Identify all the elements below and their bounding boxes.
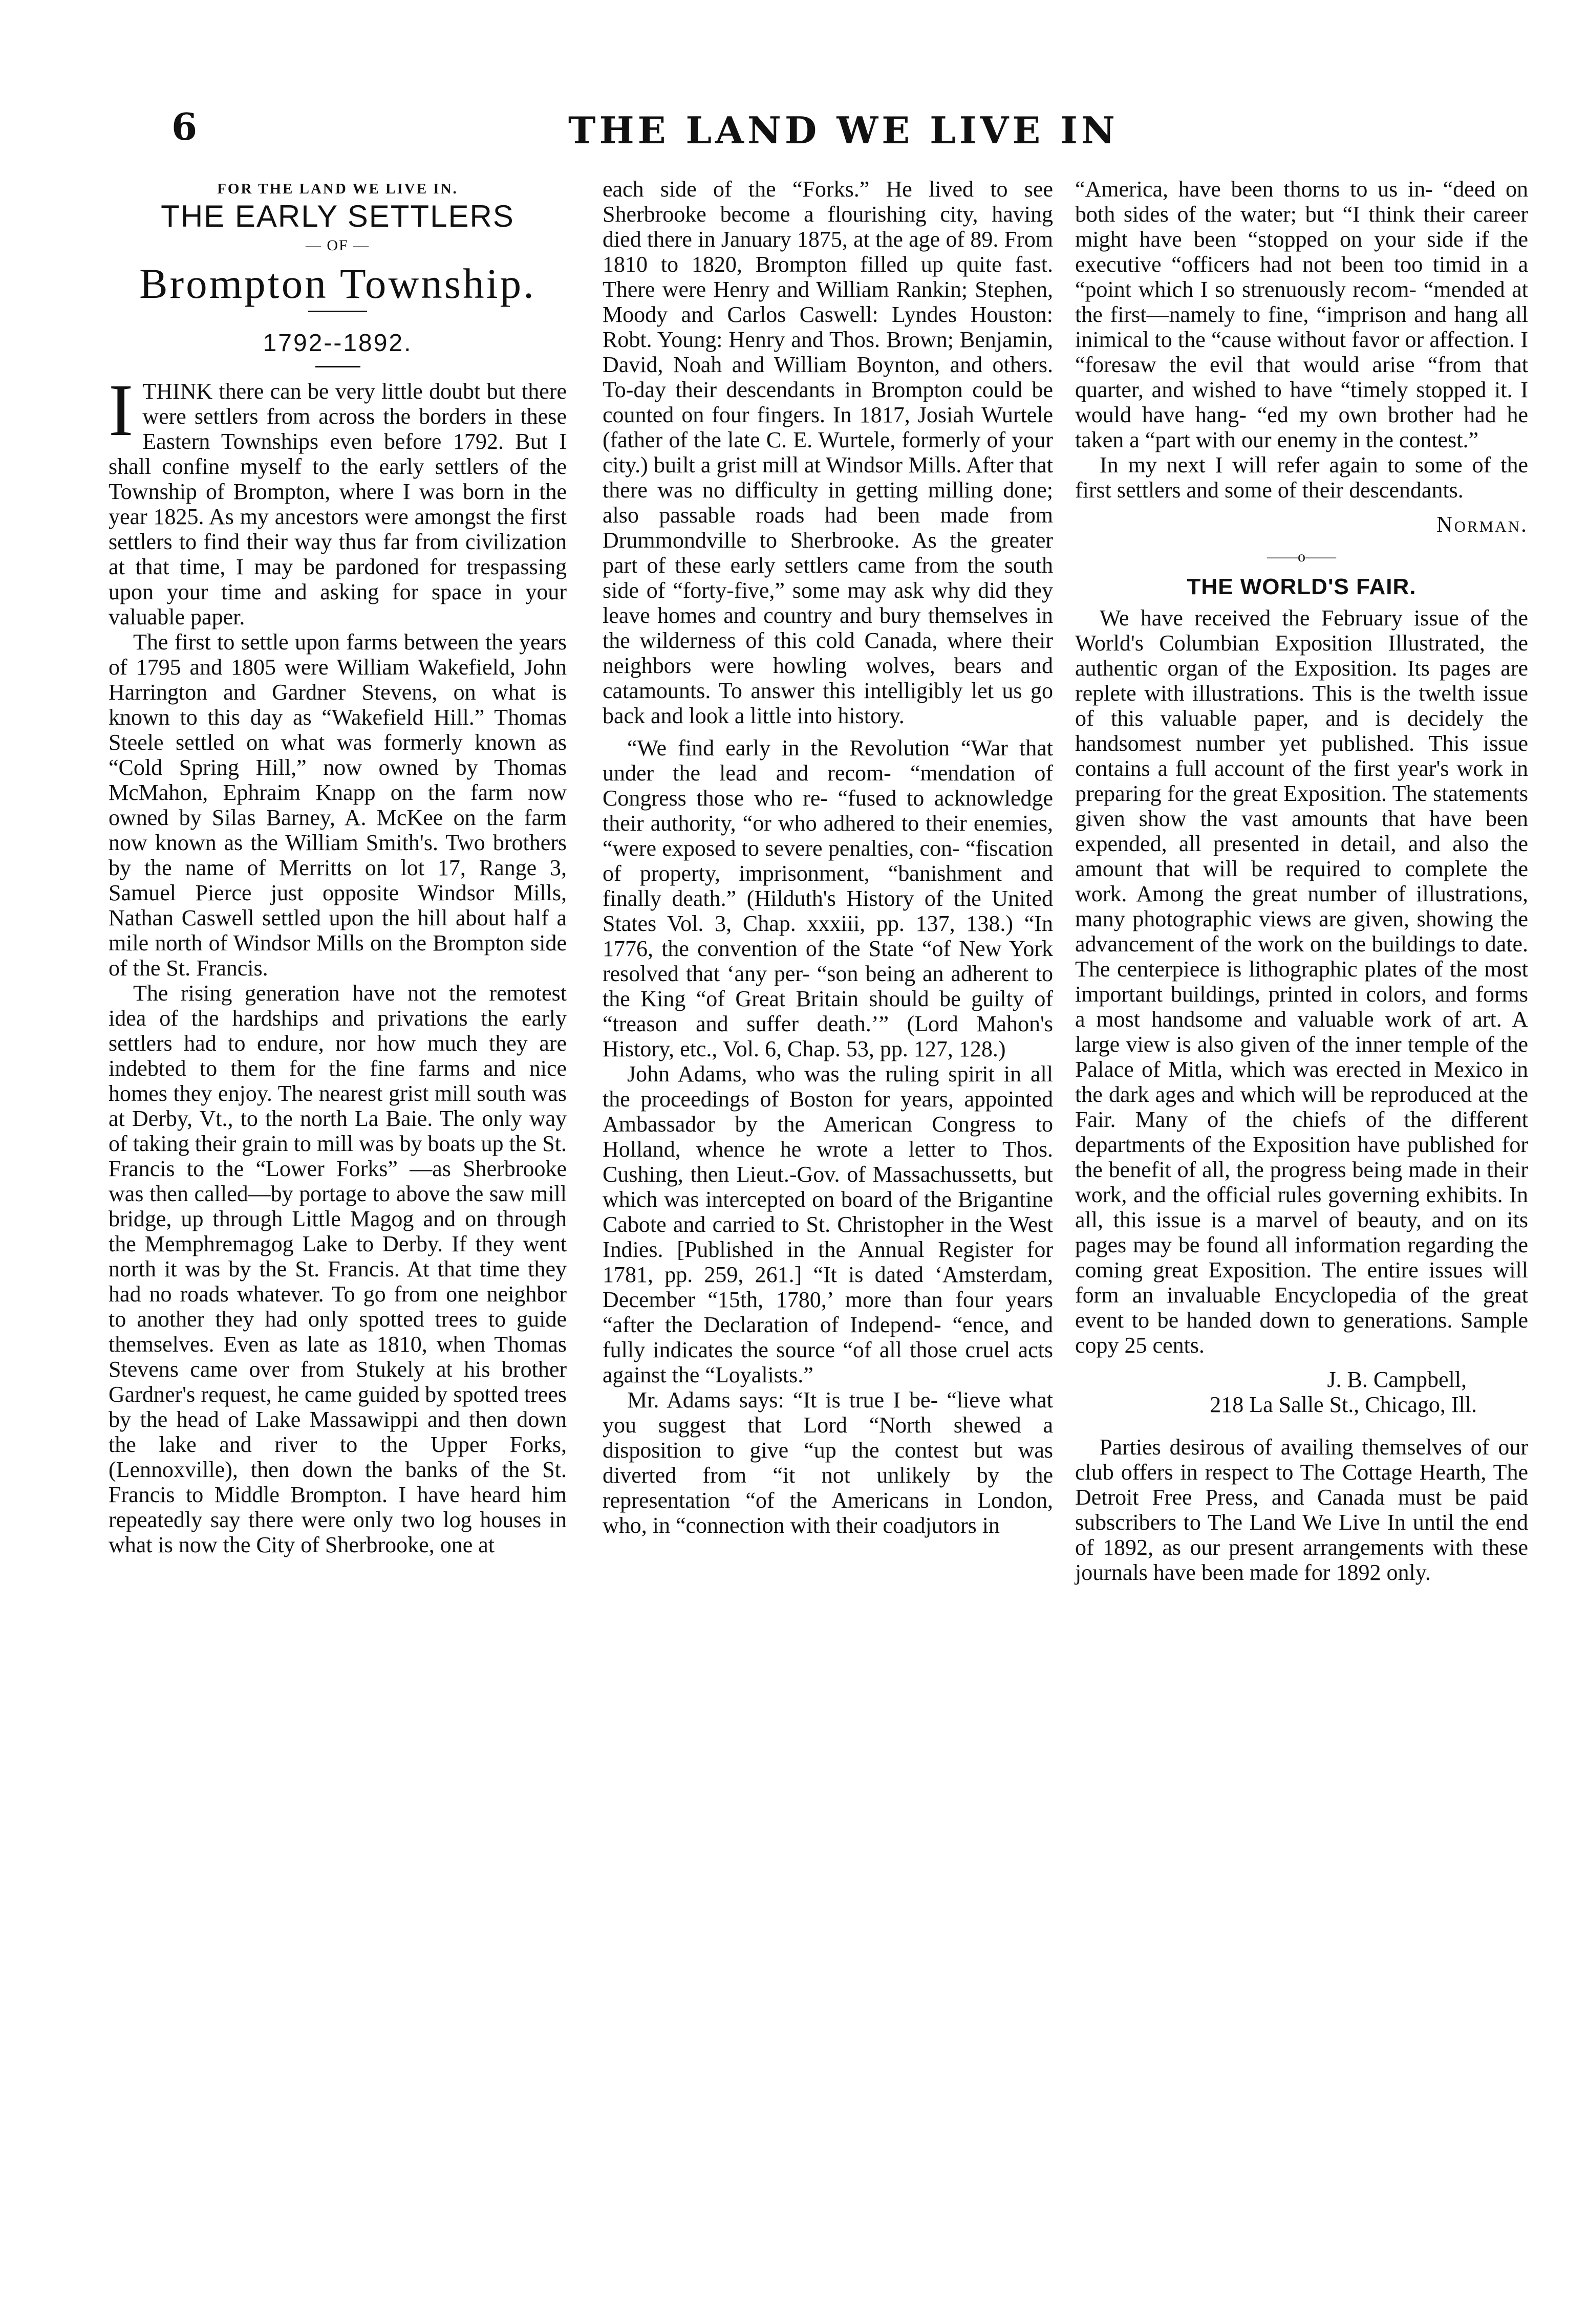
section-divider: ——o—— <box>1267 548 1336 565</box>
column-3 <box>1075 177 1528 1585</box>
article-paragraph: “We find early in the Revolution “War that under the lead and recom- “mendation of Congress those who re- “fused to acknowledge their authority, “or who adhered to their enemies, “were exposed to severe penalties, con- “fiscation of property, imprisonment, “banishment and finally death.” (Hilduth's History of the United States Vol. 3, Chap. xxxiii, pp. 137, 138.) “In 1776, the convention of the State “of New York resolved that ‘any per- “son being an adherent to the King “of Great Britain should be guilty of “treason and suffer death.’” (Lord Mahon's History, etc., Vol. 6, Chap. 53, pp. 127, 128.) <box>603 735 1053 1061</box>
article-paragraph: each side of the “Forks.” He lived to see Sherbrooke become a flourishing city, having died there in January 1875, at the age of 89. From 1810 to 1820, Brompton filled up quite fast. There were Henry and William Rankin; Stephen, Moody and Carlos Caswell: Lyndes Houston: Robt. Young: Henry and Thos. Brown; Benjamin, David, Noah and William Boynton, and others. To-day their descendants in Brompton could be counted on four fingers. In 1817, Josiah Wurtele (father of the late C. E. Wurtele, formerly of your city.) built a grist mill at Windsor Mills. After that there was no difficulty in getting milling done; also passable roads had been made from Drummondville to Sherbrooke. As the greater part of these early settlers came from the south side of “forty-five,” some may ask why did they leave homes and country and bury themselves in the wilderness of this cold Canada, where their neighbors were howling wolves, bears and catamounts. To answer this intelligibly let us go back and look a little into history. <box>603 177 1053 728</box>
running-title: THE LAND WE LIVE IN <box>568 108 1119 152</box>
article-paragraph: John Adams, who was the ruling spirit in all the proceedings of Boston for years, appointed Ambassador by the American Congress to Holland, whence he wrote a letter to Thos. Cushing, then Lieut.-Gov. of Massachussetts, but which was intercepted on board of the Brigantine Cabote and carried to St. Christopher in the West Indies. [Published in the Annual Register for 1781, pp. 259, 261.] “It is dated ‘Amsterdam, December “15th, 1780,’ more than four years “after the Declaration of Independ- “ence, and fully indicates the source “of all those cruel acts against the “Loyalists.” <box>603 1061 1053 1387</box>
article-paragraph: The first to settle upon farms between the years of 1795 and 1805 were William Wakefield, John Harrington and Gardner Stevens, on what is known to this day as “Wakefield Hill.” Thomas Steele settled on what was formerly known as “Cold Spring Hill,” now owned by Thomas McMahon, Ephraim Knapp on the farm now owned by Silas Barney, A. McKee on the farm now known as the William Smith's. Two brothers by the name of Merritts on lot 17, Range 3, Samuel Pierce just opposite Windsor Mills, Nathan Caswell settled upon the hill about half a mile north of Windsor Mills on the Brompton side of the St. Francis. <box>109 629 567 981</box>
paragraph-text: THINK there can be very little doubt but there were settlers from across the borders in these Eastern Townships even before 1792. But I shall confine myself to the early settlers of the Township of Brompton, where I was born in the year 1825. As my ancestors were amongst the first settlers to find their way thus far from civilization at that time, I may be pardoned for trespassing upon your time and asking for space in your valuable paper. <box>109 379 567 629</box>
article-subheadline: Brompton Township. <box>139 260 536 307</box>
headline-rule <box>308 311 367 312</box>
article-paragraph: The rising generation have not the remotest idea of the hardships and privations the early settlers had to endure, nor how much they are indebted to them for the fine farms and nice homes they enjoy. The nearest grist mill south was at Derby, Vt., to the north La Baie. The only way of taking their grain to mill was by boats up the St. Francis to the “Lower Forks” —as Sherbrooke was then called—by portage to above the saw mill bridge, up through Little Magog and on through the Memphremagog Lake to Derby. If they went north it was by the St. Francis. At that time they had no roads whatever. To go from one neighbor to another they had only spotted trees to guide themselves. Even as late as 1810, when Thomas Stevens came over from Stukely at his brother Gardner's request, he came guided by spotted trees by the head of Lake Massawippi and then down the lake and river to the Upper Forks, (Lennoxville), then down the banks of the St. Francis to Middle Brompton. I have heard him repeatedly say there were only two log houses in what is now the City of Sherbrooke, one at <box>109 981 567 1557</box>
article-years: 1792--1892. <box>263 330 413 357</box>
article-paragraph: Mr. Adams says: “It is true I be- “lieve what you suggest that Lord “North shewed a disposition to give “up the contest but was diverted from “it not unlikely by the representation “of the Americans in London, who, in “connection with their coadjutors in <box>603 1387 1053 1538</box>
column-2 <box>603 177 1053 1538</box>
article-paragraph: “America, have been thorns to us in- “deed on both sides of the water; but “I think their career might have been “stopped on your side if the executive “officers had not been too timid in a “point which I so strenuously recom- “mended at the first—namely to fine, “imprison and hang all inimical to the “cause without favor or affection. I “foresaw the evil that would arise “from that quarter, and wished to have “timely stopped it. I would have hang- “ed my own brother had he taken a “part with our enemy in the contest.” <box>1075 177 1528 452</box>
campbell-signature: J. B. Campbell, <box>1327 1367 1467 1392</box>
section-gap <box>1075 1417 1528 1435</box>
years-rule <box>315 366 360 367</box>
article-paragraph: In my next I will refer again to some of the first settlers and some of their descendants. <box>1075 452 1528 503</box>
author-signature: Norman. <box>1436 512 1528 537</box>
column-1 <box>109 177 567 1557</box>
page-number: 6 <box>171 105 198 148</box>
club-offer-notice: Parties desirous of availing themselves of our club offers in respect to The Cottage Hearth, The Detroit Free Press, and Canada must be paid subscribers to The Land We Live In until the end of 1892, as our present arrangements with these journals have been made for 1892 only. <box>1075 1435 1528 1585</box>
article-headline: THE EARLY SETTLERS <box>161 199 514 233</box>
worlds-fair-headline: THE WORLD'S FAIR. <box>1187 574 1417 599</box>
dropcap-letter: I <box>109 370 134 451</box>
article-paragraph <box>109 370 567 629</box>
article-kicker: FOR THE LAND WE LIVE IN. <box>217 181 458 197</box>
headline-of-line: — OF — <box>305 237 370 254</box>
article-paragraph: We have received the February issue of the World's Columbian Exposition Illustrated, the authentic organ of the Exposition. Its pages are replete with illustrations. This is the twelth issue of this valuable paper, and is decidely the handsomest number yet published. This issue contains a full account of the first year's work in preparing for the great Exposition. The statements given show the vast amounts that have been expended, all presented in detail, and also the amount that will be required to complete the work. Among the great number of illustrations, many photographic views are given, showing the advancement of the work on the buildings to date. The centerpiece is lithographic plates of the most important buildings, printed in colors, and forms a most handsome and valuable work of art. A large view is also given of the inner temple of the Palace of Mitla, which was erected in Mexico in the dark ages and which will be reproduced at the Fair. Many of the chiefs of the different departments of the Exposition have published for the benefit of all, the progress being made in their work, and the official rules governing exhibits. In all, this issue is a marvel of beauty, and on its pages may be found all information regarding the coming great Exposition. The entire issues will form an invaluable Encyclopedia of the great event to be handed down to generations. Sample copy 25 cents. <box>1075 605 1528 1358</box>
campbell-address: 218 La Salle St., Chicago, Ill. <box>1210 1392 1477 1417</box>
